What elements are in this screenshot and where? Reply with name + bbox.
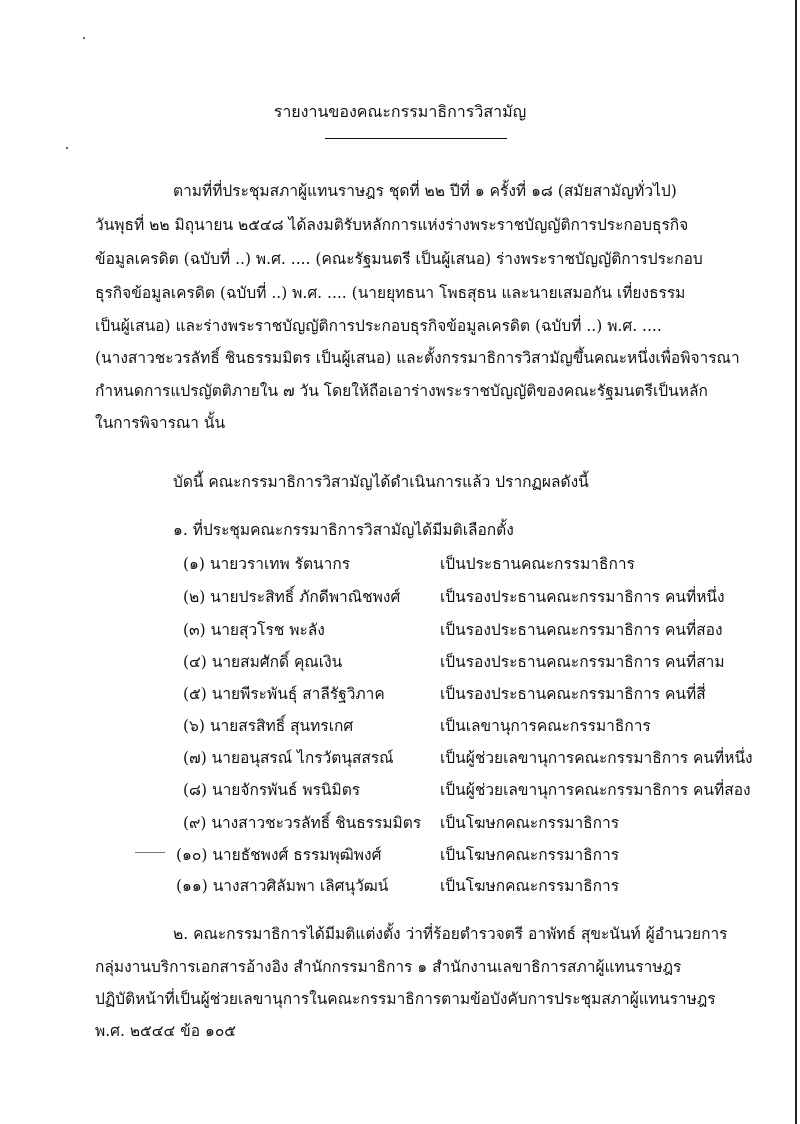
member-role: เป็นประธานคณะกรรมาธิการ [440, 555, 635, 573]
member-role: เป็นรองประธานคณะกรรมาธิการ คนที่สี่ [440, 685, 706, 703]
document-title: รายงานของคณะกรรมาธิการวิสามัญ [273, 102, 527, 121]
member-role: เป็นโฆษกคณะกรรมาธิการ [440, 846, 620, 864]
scan-speck [66, 147, 68, 149]
intro-line: กำหนดการแปรญัตติภายใน ๗ วัน โดยให้ถือเอาร่างพระราชบัญญัติของคณะรัฐมนตรีเป็นหลัก [95, 382, 708, 400]
section-2-line: พ.ศ. ๒๕๔๔ ข้อ ๑๐๕ [95, 1022, 237, 1040]
margin-dash-mark [135, 852, 165, 853]
intro-line: ในการพิจารณา นั้น [95, 414, 226, 432]
member-role: เป็นผู้ช่วยเลขานุการคณะกรรมาธิการ คนที่สอง [440, 781, 751, 799]
member-name: (๑) นายวราเทพ รัตนากร [183, 555, 351, 573]
member-name: (๕) นายพีระพันธุ์ สาลีรัฐวิภาค [183, 685, 385, 703]
member-role: เป็นผู้ช่วยเลขานุการคณะกรรมาธิการ คนที่หนึ่ง [440, 749, 753, 767]
section-2-line: ปฏิบัติหน้าที่เป็นผู้ช่วยเลขานุการในคณะกรรมาธิการตามข้อบังคับการประชุมสภาผู้แทนราษฎร [95, 990, 716, 1008]
intro-line: (นางสาวชะวรลัทธิ์ ชินธรรมมิตร เป็นผู้เสนอ) และตั้งกรรมาธิการวิสามัญขึ้นคณะหนึ่งเพื่อพิจารณา [95, 349, 740, 367]
member-name: (๙) นางสาวชะวรลัทธิ์ ชินธรรมมิตร [183, 814, 422, 832]
scan-edge-line [795, 0, 797, 1124]
member-name: (๔) นายสมศักดิ์ คุณเงิน [183, 653, 343, 671]
section-2-line: กลุ่มงานบริการเอกสารอ้างอิง สำนักกรรมาธิการ ๑ สำนักงานเลขาธิการสภาผู้แทนราษฎร [95, 958, 682, 976]
member-name: (๑๑) นางสาวศิลัมพา เลิศนุวัฒน์ [176, 877, 389, 895]
member-role: เป็นรองประธานคณะกรรมาธิการ คนที่หนึ่ง [440, 588, 725, 606]
title-underline [325, 138, 507, 139]
member-role: เป็นโฆษกคณะกรรมาธิการ [440, 877, 620, 895]
member-role: เป็นรองประธานคณะกรรมาธิการ คนที่สอง [440, 621, 723, 639]
member-role: เป็นเลขานุการคณะกรรมาธิการ [440, 717, 651, 735]
member-name: (๓) นายสุวโรช พะลัง [183, 621, 325, 639]
intro-line: เป็นผู้เสนอ) และร่างพระราชบัญญัติการประกอบธุรกิจข้อมูลเครดิต (ฉบับที่ ..) พ.ศ. .... [95, 317, 662, 335]
member-name: (๑๐) นายธัชพงศ์ ธรรมพุฒิพงศ์ [176, 846, 382, 864]
member-role: เป็นรองประธานคณะกรรมาธิการ คนที่สาม [440, 653, 725, 671]
member-name: (๗) นายอนุสรณ์ ไกรวัตนุสสรณ์ [183, 749, 394, 767]
status-line: บัดนี้ คณะกรรมาธิการวิสามัญได้ดำเนินการแล้ว ปรากฏผลดังนี้ [173, 473, 589, 491]
member-name: (๖) นายสรสิทธิ์ สุนทรเกศ [183, 717, 354, 735]
member-name: (๘) นายจักรพันธ์ พรนิมิตร [183, 781, 361, 799]
section-1-heading: ๑. ที่ประชุมคณะกรรมาธิการวิสามัญได้มีมติเลือกตั้ง [173, 521, 514, 539]
member-role: เป็นโฆษกคณะกรรมาธิการ [440, 814, 620, 832]
member-name: (๒) นายประสิทธิ์ ภักดีพาณิชพงศ์ [183, 588, 401, 606]
scan-speck [83, 37, 85, 39]
intro-line: วันพุธที่ ๒๒ มิถุนายน ๒๕๔๘ ได้ลงมติรับหลักการแห่งร่างพระราชบัญญัติการประกอบธุรกิจ [95, 216, 689, 234]
intro-line: ข้อมูลเครดิต (ฉบับที่ ..) พ.ศ. .... (คณะรัฐมนตรี เป็นผู้เสนอ) ร่างพระราชบัญญัติการประกอบ [95, 250, 703, 268]
intro-line: ตามที่ที่ประชุมสภาผู้แทนราษฎร ชุดที่ ๒๒ ปีที่ ๑ ครั้งที่ ๑๘ (สมัยสามัญทั่วไป) [173, 182, 677, 200]
intro-line: ธุรกิจข้อมูลเครดิต (ฉบับที่ ..) พ.ศ. .... (นายยุทธนา โพธสุธน และนายเสมอกัน เที่ยงธรรม [95, 284, 686, 302]
section-2-line: ๒. คณะกรรมาธิการได้มีมติแต่งตั้ง ว่าที่ร้อยตำรวจตรี อาพัทธ์ สุขะนันท์ ผู้อำนวยการ [173, 925, 728, 943]
